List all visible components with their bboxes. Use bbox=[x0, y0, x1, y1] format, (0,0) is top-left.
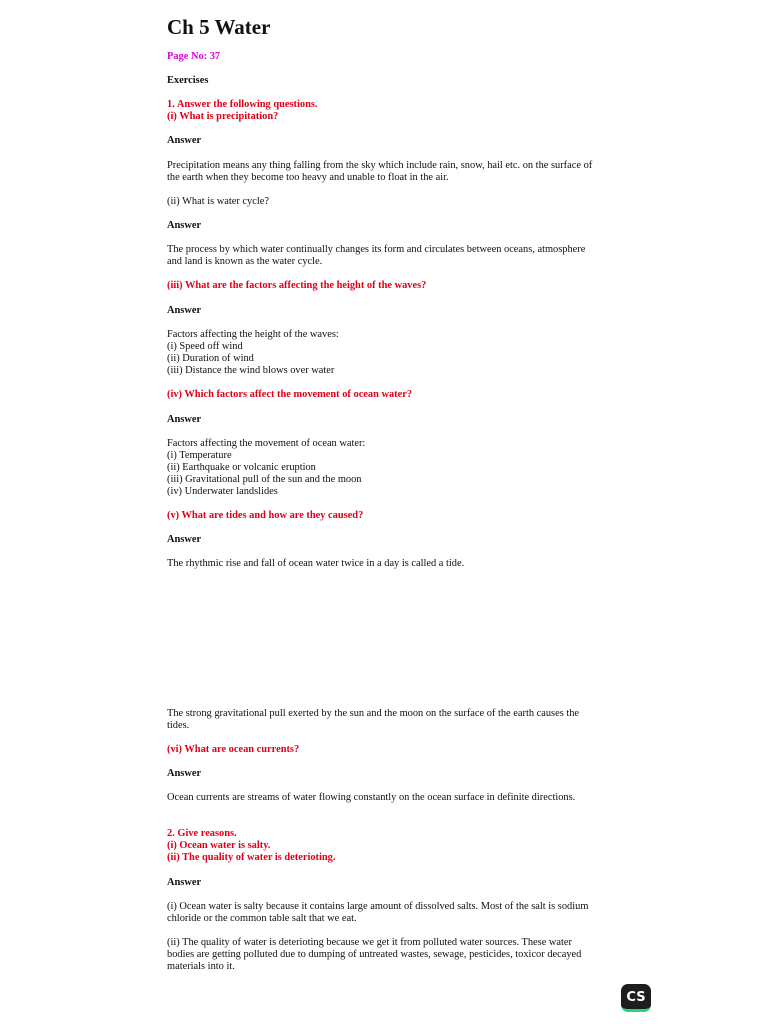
exercises-heading: Exercises bbox=[167, 75, 209, 86]
question-2-i: (i) Ocean water is salty. bbox=[167, 840, 271, 851]
answer-1-v-part-1: The rhythmic rise and fall of ocean water twice in a day is called a tide. bbox=[167, 558, 465, 569]
answer-label: Answer bbox=[167, 877, 202, 888]
list-item: (i) Speed off wind bbox=[167, 341, 243, 352]
answer-label: Answer bbox=[167, 305, 202, 316]
camscanner-logo: CS bbox=[621, 984, 651, 1012]
question-1-vi: (vi) What are ocean currents? bbox=[167, 744, 300, 755]
answer-1-iv-intro: Factors affecting the movement of ocean water: bbox=[167, 438, 366, 449]
answer-1-iii-intro: Factors affecting the height of the waves: bbox=[167, 329, 339, 340]
answer-label: Answer bbox=[167, 768, 202, 779]
answer-1-ii: The process by which water continually changes its form and circulates between oceans, atmosphere and land is known as the water cycle. bbox=[167, 244, 586, 267]
answer-2-ii: (ii) The quality of water is deterioting because we get it from polluted water sources. These water bodies are getting polluted due to dumping of untreated wastes, sewage, pesticides, toxicor decayed materials into it. bbox=[167, 937, 582, 972]
chapter-title: Ch 5 Water bbox=[167, 15, 271, 39]
answer-2-i: (i) Ocean water is salty because it contains large amount of dissolved salts. Most of the salt is sodium chloride or the common table salt that we eat. bbox=[167, 901, 589, 924]
answer-1-vi: Ocean currents are streams of water flowing constantly on the ocean surface in definite directions. bbox=[167, 792, 576, 803]
list-item: (iv) Underwater landslides bbox=[167, 486, 278, 497]
list-item: (ii) Duration of wind bbox=[167, 353, 254, 364]
document-page bbox=[167, 0, 607, 1024]
question-1-iii: (iii) What are the factors affecting the height of the waves? bbox=[167, 280, 427, 291]
answer-label: Answer bbox=[167, 220, 202, 231]
answer-label: Answer bbox=[167, 135, 202, 146]
question-1-i: (i) What is precipitation? bbox=[167, 111, 279, 122]
answer-1-v-part-2: The strong gravitational pull exerted by the sun and the moon on the surface of the earth causes the tides. bbox=[167, 708, 580, 731]
question-1-iv: (iv) Which factors affect the movement of ocean water? bbox=[167, 389, 413, 400]
list-item: (iii) Distance the wind blows over water bbox=[167, 365, 335, 376]
list-item: (iii) Gravitational pull of the sun and the moon bbox=[167, 474, 362, 485]
question-1-ii: (ii) What is water cycle? bbox=[167, 196, 269, 207]
answer-1-i: Precipitation means any thing falling from the sky which include rain, snow, hail etc. on the surface of the earth when they become too heavy and unable to float in the air. bbox=[167, 160, 593, 183]
answer-label: Answer bbox=[167, 414, 202, 425]
question-2-ii: (ii) The quality of water is deterioting. bbox=[167, 852, 336, 863]
question-1-heading: 1. Answer the following questions. bbox=[167, 99, 318, 110]
page-number: Page No: 37 bbox=[167, 51, 221, 62]
list-item: (ii) Earthquake or volcanic eruption bbox=[167, 462, 316, 473]
question-2-heading: 2. Give reasons. bbox=[167, 828, 237, 839]
question-1-v: (v) What are tides and how are they caused? bbox=[167, 510, 364, 521]
list-item: (i) Temperature bbox=[167, 450, 232, 461]
answer-label: Answer bbox=[167, 534, 202, 545]
